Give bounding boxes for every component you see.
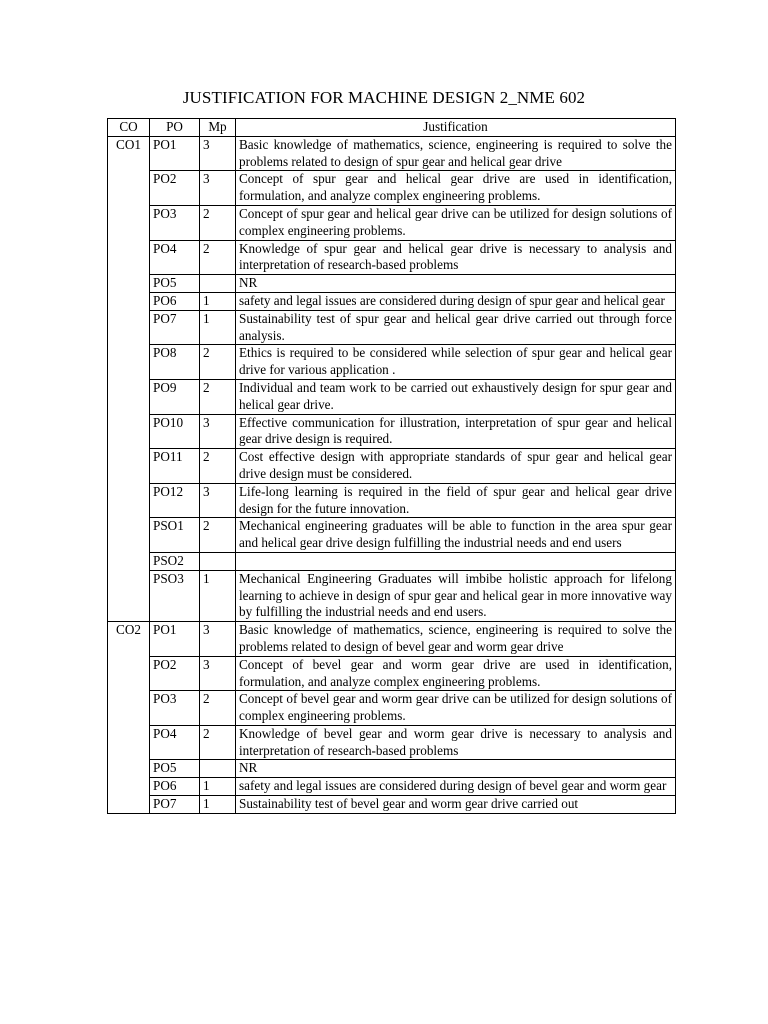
mp-cell: 2 (200, 691, 236, 726)
table-row (108, 518, 676, 553)
table-row (108, 725, 676, 760)
justification-cell: Mechanical engineering graduates will be able to function in the area spur gear and helical gear drive design fulfilling the industrial needs and end users (236, 518, 676, 553)
mp-cell: 3 (200, 171, 236, 206)
table-row (108, 379, 676, 414)
po-cell: PO11 (150, 449, 200, 484)
table-row (108, 449, 676, 484)
mp-cell: 3 (200, 414, 236, 449)
table-body (108, 136, 676, 813)
po-cell: PO9 (150, 379, 200, 414)
justification-cell: Concept of spur gear and helical gear drive are used in identification, formulation, and analyze complex engineering problems. (236, 171, 676, 206)
mp-cell: 1 (200, 292, 236, 310)
page-title: JUSTIFICATION FOR MACHINE DESIGN 2_NME 602 (182, 88, 586, 107)
mp-cell: 2 (200, 240, 236, 275)
co-cell: CO2 (108, 622, 150, 814)
po-cell: PO3 (150, 691, 200, 726)
mp-cell (200, 552, 236, 570)
table-row (108, 345, 676, 380)
table-row (108, 205, 676, 240)
mp-cell: 3 (200, 622, 236, 657)
justification-cell: Individual and team work to be carried out exhaustively design for spur gear and helical gear drive. (236, 379, 676, 414)
table-row (108, 292, 676, 310)
justification-cell: Basic knowledge of mathematics, science, engineering is required to solve the problems related to design of spur gear and helical gear drive (236, 136, 676, 171)
mp-cell: 1 (200, 570, 236, 621)
justification-cell: Basic knowledge of mathematics, science, engineering is required to solve the problems related to design of bevel gear and worm gear drive (236, 622, 676, 657)
justification-cell: Knowledge of bevel gear and worm gear drive is necessary to analysis and interpretation of research-based problems (236, 725, 676, 760)
mp-cell: 2 (200, 518, 236, 553)
justification-cell: NR (236, 760, 676, 778)
table-row (108, 691, 676, 726)
po-cell: PO1 (150, 136, 200, 171)
po-cell: PO6 (150, 292, 200, 310)
justification-cell: safety and legal issues are considered during design of bevel gear and worm gear (236, 778, 676, 796)
po-cell: PSO3 (150, 570, 200, 621)
mp-cell: 3 (200, 656, 236, 691)
table-row (108, 171, 676, 206)
mp-cell: 2 (200, 449, 236, 484)
justification-cell (236, 552, 676, 570)
justification-cell: Life-long learning is required in the field of spur gear and helical gear drive design for the future innovation. (236, 483, 676, 518)
table-row (108, 656, 676, 691)
mp-cell (200, 275, 236, 293)
table-row (108, 622, 676, 657)
po-cell: PO10 (150, 414, 200, 449)
justification-cell: Sustainability test of spur gear and helical gear drive carried out through force analysis. (236, 310, 676, 345)
justification-table (107, 118, 676, 814)
po-cell: PO7 (150, 796, 200, 814)
po-cell: PO4 (150, 725, 200, 760)
table-row (108, 483, 676, 518)
po-cell: PSO2 (150, 552, 200, 570)
justification-cell: safety and legal issues are considered during design of spur gear and helical gear (236, 292, 676, 310)
mp-cell: 2 (200, 725, 236, 760)
header-po: PO (150, 119, 200, 137)
header-row (108, 119, 676, 137)
justification-cell: Cost effective design with appropriate standards of spur gear and helical gear drive design must be considered. (236, 449, 676, 484)
mp-cell: 3 (200, 483, 236, 518)
justification-cell: Concept of bevel gear and worm gear drive are used in identification, formulation, and analyze complex engineering problems. (236, 656, 676, 691)
table-row (108, 240, 676, 275)
po-cell: PO3 (150, 205, 200, 240)
table-row (108, 570, 676, 621)
justification-cell: Effective communication for illustration, interpretation of spur gear and helical gear drive design is required. (236, 414, 676, 449)
header-mp: Mp (200, 119, 236, 137)
table-row (108, 275, 676, 293)
mp-cell: 1 (200, 778, 236, 796)
table-row (108, 414, 676, 449)
mp-cell (200, 760, 236, 778)
mp-cell: 3 (200, 136, 236, 171)
justification-cell: Knowledge of spur gear and helical gear drive is necessary to analysis and interpretation of research-based problems (236, 240, 676, 275)
po-cell: PO2 (150, 656, 200, 691)
mp-cell: 1 (200, 310, 236, 345)
mp-cell: 2 (200, 205, 236, 240)
header-justification: Justification (236, 119, 676, 137)
table-row (108, 552, 676, 570)
justification-cell: Concept of bevel gear and worm gear drive can be utilized for design solutions of complex engineering problems. (236, 691, 676, 726)
po-cell: PO4 (150, 240, 200, 275)
table-row (108, 778, 676, 796)
justification-cell: Concept of spur gear and helical gear drive can be utilized for design solutions of complex engineering problems. (236, 205, 676, 240)
po-cell: PO6 (150, 778, 200, 796)
mp-cell: 1 (200, 796, 236, 814)
po-cell: PO7 (150, 310, 200, 345)
po-cell: PSO1 (150, 518, 200, 553)
co-cell: CO1 (108, 136, 150, 621)
po-cell: PO12 (150, 483, 200, 518)
justification-cell: Sustainability test of bevel gear and worm gear drive carried out (236, 796, 676, 814)
po-cell: PO1 (150, 622, 200, 657)
header-co: CO (108, 119, 150, 137)
po-cell: PO5 (150, 760, 200, 778)
justification-cell: NR (236, 275, 676, 293)
po-cell: PO8 (150, 345, 200, 380)
table-row (108, 796, 676, 814)
table-row (108, 310, 676, 345)
justification-cell: Ethics is required to be considered while selection of spur gear and helical gear drive for various application . (236, 345, 676, 380)
po-cell: PO5 (150, 275, 200, 293)
mp-cell: 2 (200, 379, 236, 414)
mp-cell: 2 (200, 345, 236, 380)
po-cell: PO2 (150, 171, 200, 206)
table-row (108, 136, 676, 171)
table-row (108, 760, 676, 778)
justification-cell: Mechanical Engineering Graduates will imbibe holistic approach for lifelong learning to achieve in design of spur gear and helical gear in more innovative way by fulfilling the industrial needs and end users. (236, 570, 676, 621)
